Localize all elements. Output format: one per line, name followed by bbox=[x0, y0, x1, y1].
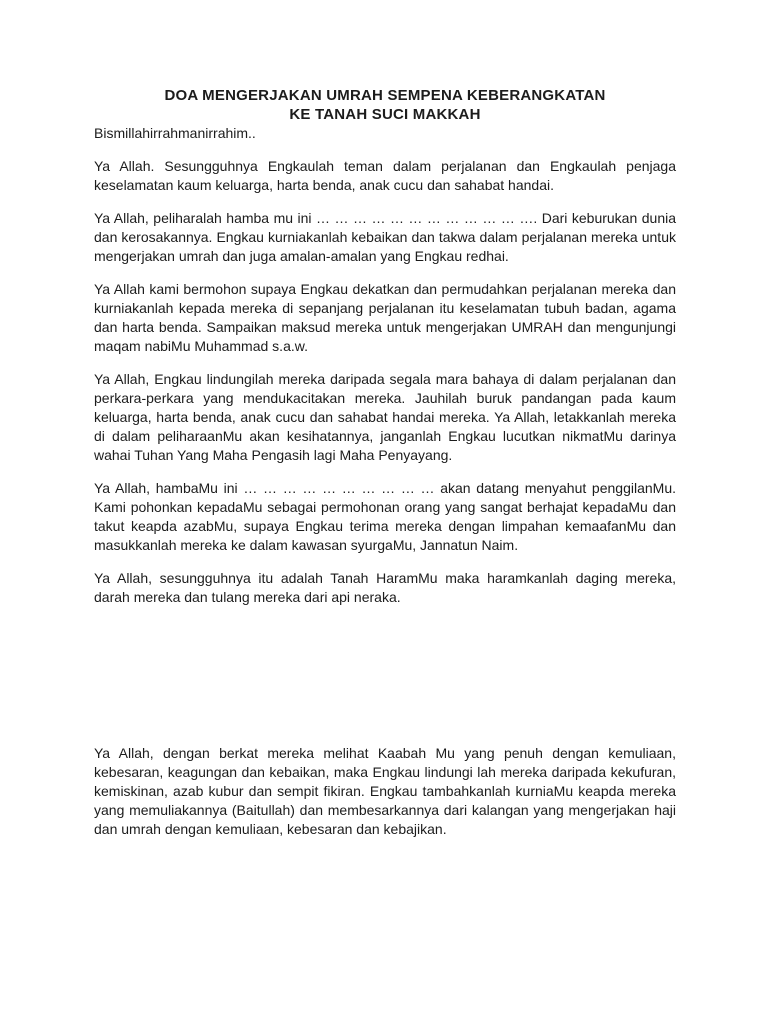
document-title-line2: KE TANAH SUCI MAKKAH bbox=[289, 106, 481, 123]
paragraph: Ya Allah, Engkau lindungilah mereka daripada segala mara bahaya di dalam perjalanan dan perkara-perkara yang mendukacitakan mereka. Jauhilah buruk pandangan pada kaum keluarga, harta benda, anak cucu dan sahabat handai mereka. Ya Allah, letakkanlah mereka di dalam peliharaanMu akan kesihatannya, janganlah Engkau lucutkan nikmatMu darinya wahai Tuhan Yang Maha Pengasih lagi Maha Penyayang. bbox=[94, 371, 676, 463]
bismillah-line: Bismillahirrahmanirrahim.. bbox=[94, 125, 256, 141]
document-title-line1: DOA MENGERJAKAN UMRAH SEMPENA KEBERANGKATAN bbox=[164, 87, 606, 104]
paragraph: Ya Allah, hambaMu ini … … … … … … … … … … akan datang menyahut penggilanMu. Kami pohonkan kepadaMu sebagai permohonan orang yang sangat berhajat kepadaMu dan takut keapda azabMu, supaya Engkau terima mereka dengan limpahan kemaafanMu dan masukkanlah mereka ke dalam kawasan syurgaMu, Jannatun Naim. bbox=[94, 480, 676, 553]
paragraph: Ya Allah, peliharalah hamba mu ini … … … … … … … … … … … …. Dari keburukan dunia dan kerosakannya. Engkau kurniakanlah kebaikan dan takwa dalam perjalanan mereka untuk mengerjakan umrah dan juga amalan-amalan yang Engkau redhai. bbox=[94, 210, 676, 264]
paragraph: Ya Allah, dengan berkat mereka melihat Kaabah Mu yang penuh dengan kemuliaan, kebesaran, keagungan dan kebaikan, maka Engkau lindungi lah mereka daripada kekufuran, kemiskinan, azab kubur dan sempit fikiran. Engkau tambahkanlah kurniaMu keapda mereka yang memuliakannya (Baitullah) dan membesarkannya dari kalangan yang mengerjakan haji dan umrah dengan kemuliaan, kebesaran dan kebajikan. bbox=[94, 745, 676, 837]
document-content bbox=[94, 86, 676, 839]
document-title bbox=[94, 86, 676, 124]
paragraph: Ya Allah kami bermohon supaya Engkau dekatkan dan permudahkan perjalanan mereka dan kurniakanlah kepada mereka di sepanjang perjalanan itu keselamatan tubuh badan, agama dan harta benda. Sampaikan maksud mereka untuk mengerjakan UMRAH dan mengunjungi maqam nabiMu Muhammad s.a.w. bbox=[94, 281, 676, 354]
paragraph: Ya Allah, sesungguhnya itu adalah Tanah HaramMu maka haramkanlah daging mereka, darah mereka dan tulang mereka dari api neraka. bbox=[94, 570, 676, 605]
paragraph: Ya Allah. Sesungguhnya Engkaulah teman dalam perjalanan dan Engkaulah penjaga keselamatan kaum keluarga, harta benda, anak cucu dan sahabat handai. bbox=[94, 158, 676, 193]
